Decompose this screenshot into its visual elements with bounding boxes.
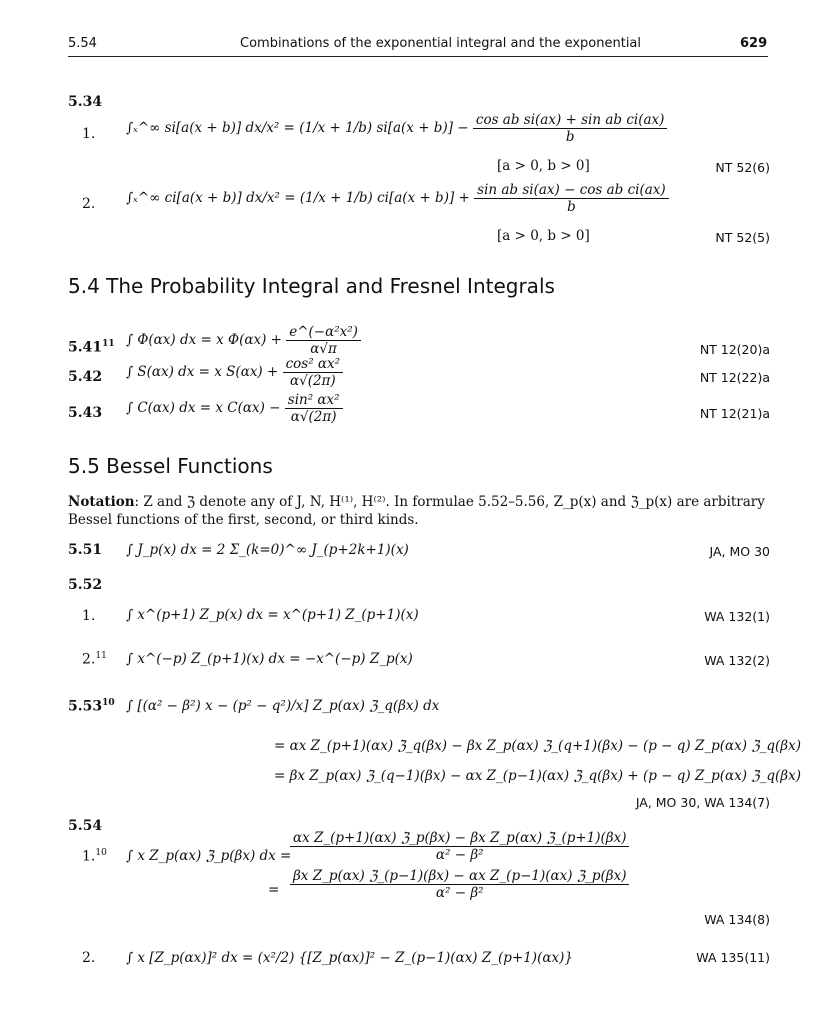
cond-5-34-1: [a > 0, b > 0] (497, 158, 590, 174)
eq-5-34-1-frac (473, 112, 668, 145)
label-5-42: 5.42 (68, 369, 103, 385)
eq-5-41-frac (286, 324, 361, 357)
eq-5-52-2: ∫ x^(−p) Z_(p+1)(x) dx = −x^(−p) Z_p(x) (126, 651, 413, 667)
eq-5-34-1-lhs: ∫ₓ^∞ si[a(x + b)] dx/x² = (126, 120, 295, 136)
label-5-52: 5.52 (68, 577, 103, 593)
frac-denominator: α² − β² (435, 885, 484, 901)
header-rule (68, 56, 768, 57)
eq-5-43 (126, 392, 343, 425)
eq-5-54-1-eqsign: = (268, 882, 280, 898)
eq-5-53-line3: = βx Z_p(αx) ℨ_(q−1)(βx) − αx Z_(p−1)(αx) ℨ_q(βx) + (p − q) Z_p(αx) ℨ_q(βx) (274, 768, 801, 784)
label-5-43: 5.43 (68, 405, 103, 421)
header-section: 5.54 (68, 36, 97, 51)
eq-5-34-1 (126, 112, 667, 145)
label-5-41-text: 5.41 (68, 339, 103, 356)
frac-numerator: βx Z_p(αx) ℨ_(p−1)(βx) − αx Z_(p−1)(αx) ℨ_p(βx) (290, 868, 629, 885)
item-5-34-2-num: 2. (82, 196, 96, 212)
notation-text: : Z and ℨ denote any of J, N, H⁽¹⁾, H⁽²⁾. In formulae 5.52–5.56, Z_p(x) and ℨ_p(x) are arbitrary Bessel functions of the first, second, or third kinds. (68, 494, 765, 528)
cond-5-34-2: [a > 0, b > 0] (497, 228, 590, 244)
eq-5-52-1: ∫ x^(p+1) Z_p(x) dx = x^(p+1) Z_(p+1)(x) (126, 607, 419, 623)
frac-numerator: cos ab si(ax) + sin ab ci(ax) (473, 112, 668, 129)
eq-5-51: ∫ J_p(x) dx = 2 Σ_(k=0)^∞ J_(p+2k+1)(x) (126, 542, 409, 558)
ref-5-54-2: WA 135(11) (696, 950, 770, 965)
label-5-54: 5.54 (68, 818, 103, 834)
eq-5-54-1-frac2 (290, 868, 629, 901)
item-5-52-2-num-text: 2. (82, 651, 96, 668)
ref-5-54-1: WA 134(8) (704, 912, 770, 927)
eq-5-54-1-frac1 (290, 830, 629, 863)
ref-5-41: NT 12(20)a (699, 342, 770, 357)
eq-5-43-frac (285, 392, 343, 425)
label-5-53 (68, 698, 115, 715)
label-5-53-sup: 10 (102, 698, 115, 708)
eq-5-43-lhs: ∫ C(αx) dx = x C(αx) − (126, 400, 281, 416)
frac-numerator: cos² αx² (283, 356, 343, 373)
frac-numerator: αx Z_(p+1)(αx) ℨ_p(βx) − βx Z_p(αx) ℨ_(p+1)(βx) (290, 830, 629, 847)
eq-5-42-lhs: ∫ S(αx) dx = x S(αx) + (126, 364, 279, 380)
label-5-41 (68, 339, 115, 356)
label-5-51: 5.51 (68, 542, 103, 558)
eq-5-34-2 (126, 182, 669, 215)
item-5-54-1-num-text: 1. (82, 848, 96, 865)
header-page: 629 (740, 36, 768, 51)
eq-5-34-2-lhs: ∫ₓ^∞ ci[a(x + b)] dx/x² = (126, 190, 296, 206)
eq-5-41 (126, 324, 361, 357)
frac (290, 868, 629, 901)
frac-denominator: α√(2π) (289, 373, 336, 389)
label-5-41-sup: 11 (102, 339, 115, 349)
frac-denominator: α√(2π) (290, 409, 337, 425)
frac-denominator: α√π (310, 341, 337, 357)
item-5-54-1-sup: 10 (95, 848, 107, 858)
ref-5-34-2: NT 52(5) (715, 230, 770, 245)
ref-5-51: JA, MO 30 (709, 544, 770, 559)
frac (290, 830, 629, 863)
label-5-53-text: 5.53 (68, 698, 103, 715)
eq-5-41-lhs: ∫ Φ(αx) dx = x Φ(αx) + (126, 332, 282, 348)
eq-5-53-line1: ∫ [(α² − β²) x − (p² − q²)/x] Z_p(αx) ℨ_q(βx) dx (126, 698, 440, 714)
ref-5-43: NT 12(21)a (699, 406, 770, 421)
notation-label: Notation (68, 494, 135, 510)
eq-5-34-1-mid: (1/x + 1/b) si[a(x + b)] − (299, 120, 469, 136)
frac-numerator: sin² αx² (285, 392, 343, 409)
label-5-34: 5.34 (68, 94, 103, 110)
item-5-52-1-num: 1. (82, 608, 96, 624)
frac-numerator: sin ab si(ax) − cos ab ci(ax) (474, 182, 669, 199)
ref-5-53: JA, MO 30, WA 134(7) (635, 795, 770, 810)
item-5-54-1-num (82, 848, 107, 865)
header-title: Combinations of the exponential integral and the exponential (240, 36, 642, 51)
ref-5-52-1: WA 132(1) (704, 609, 770, 624)
eq-5-54-1-lhs: ∫ x Z_p(αx) ℨ_p(βx) dx = (126, 848, 292, 864)
ref-5-34-1: NT 52(6) (715, 160, 770, 175)
item-5-54-2-num: 2. (82, 950, 96, 966)
heading-5-4: 5.4 The Probability Integral and Fresnel Integrals (68, 274, 555, 298)
frac-denominator: b (565, 129, 575, 145)
frac-denominator: b (567, 199, 576, 215)
heading-5-5: 5.5 Bessel Functions (68, 454, 273, 478)
notation-paragraph (68, 493, 773, 529)
frac-numerator: e^(−α²x²) (286, 324, 361, 341)
ref-5-52-2: WA 132(2) (704, 653, 770, 668)
frac-denominator: α² − β² (435, 847, 484, 863)
eq-5-42-frac (283, 356, 343, 389)
eq-5-34-2-mid: (1/x + 1/b) ci[a(x + b)] + (299, 190, 470, 206)
item-5-34-1-num: 1. (82, 126, 96, 142)
item-5-52-2-num (82, 651, 107, 668)
eq-5-53-line2: = αx Z_(p+1)(αx) ℨ_q(βx) − βx Z_p(αx) ℨ_(q+1)(βx) − (p − q) Z_p(αx) ℨ_q(βx) (274, 738, 801, 754)
ref-5-42: NT 12(22)a (699, 370, 770, 385)
eq-5-34-2-frac (474, 182, 669, 215)
eq-5-54-2: ∫ x [Z_p(αx)]² dx = (x²/2) {[Z_p(αx)]² − Z_(p−1)(αx) Z_(p+1)(αx)} (126, 950, 573, 966)
eq-5-42 (126, 356, 343, 389)
item-5-52-2-sup: 11 (95, 651, 107, 661)
